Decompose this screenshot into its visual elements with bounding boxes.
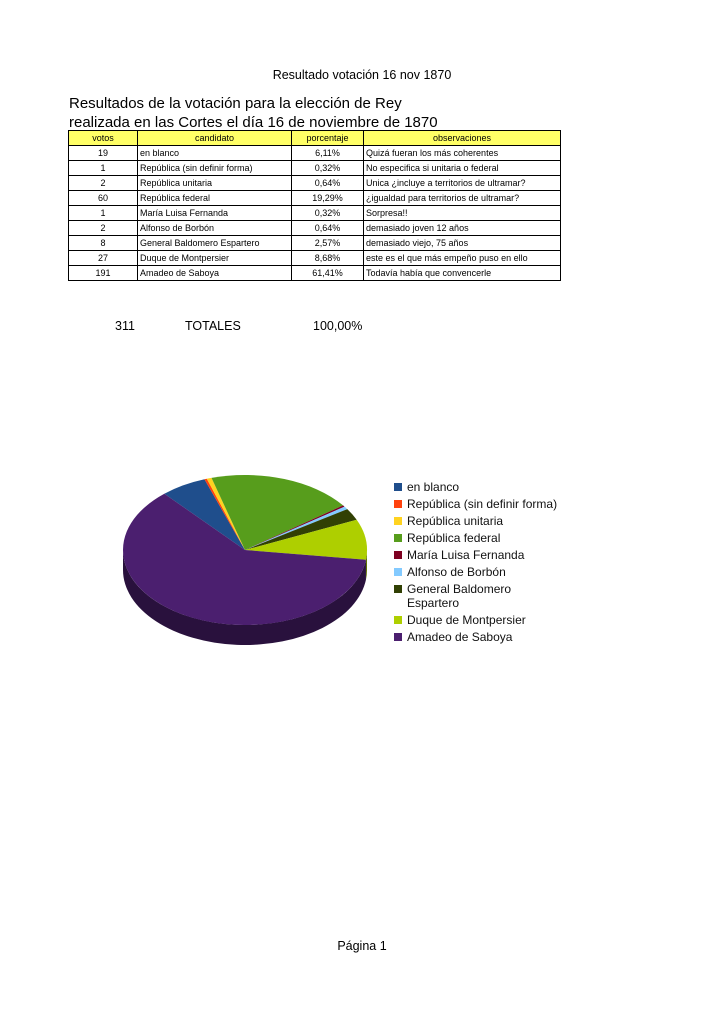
legend-label: María Luisa Fernanda xyxy=(407,548,525,562)
cell-observaciones: Sorpresa!! xyxy=(364,206,561,221)
table-row xyxy=(69,266,561,281)
table-row xyxy=(69,236,561,251)
chart-legend xyxy=(394,480,564,647)
cell-candidato: Alfonso de Borbón xyxy=(138,221,292,236)
cell-observaciones: demasiado joven 12 años xyxy=(364,221,561,236)
cell-porcentaje: 0,64% xyxy=(292,176,364,191)
legend-swatch xyxy=(394,585,402,593)
cell-candidato: República federal xyxy=(138,191,292,206)
cell-votos: 19 xyxy=(69,146,138,161)
cell-observaciones: Unica ¿incluye a territorios de ultramar? xyxy=(364,176,561,191)
legend-item xyxy=(394,613,564,627)
legend-swatch xyxy=(394,517,402,525)
legend-swatch xyxy=(394,483,402,491)
legend-item xyxy=(394,565,564,579)
legend-label: Amadeo de Saboya xyxy=(407,630,513,644)
legend-label: Alfonso de Borbón xyxy=(407,565,506,579)
cell-porcentaje: 2,57% xyxy=(292,236,364,251)
table-row xyxy=(69,176,561,191)
cell-observaciones: Todavía había que convencerle xyxy=(364,266,561,281)
title-line-1: Resultados de la votación para la elección de Rey xyxy=(69,95,402,112)
cell-porcentaje: 19,29% xyxy=(292,191,364,206)
header-observaciones: observaciones xyxy=(364,131,561,146)
header-candidato: candidato xyxy=(138,131,292,146)
legend-label: República unitaria xyxy=(407,514,504,528)
legend-item xyxy=(394,497,564,511)
table-row xyxy=(69,221,561,236)
table-row xyxy=(69,191,561,206)
cell-candidato: General Baldomero Espartero xyxy=(138,236,292,251)
results-table xyxy=(68,130,561,281)
cell-porcentaje: 0,32% xyxy=(292,161,364,176)
table-header-row xyxy=(69,131,561,146)
cell-votos: 27 xyxy=(69,251,138,266)
header-porcentaje: porcentaje xyxy=(292,131,364,146)
cell-candidato: María Luisa Fernanda xyxy=(138,206,292,221)
title-line-2: realizada en las Cortes el día 16 de noviembre de 1870 xyxy=(69,114,438,131)
totals-percent: 100,00% xyxy=(313,319,363,333)
cell-observaciones: ¿igualdad para territorios de ultramar? xyxy=(364,191,561,206)
cell-observaciones: No especifica si unitaria o federal xyxy=(364,161,561,176)
cell-votos: 1 xyxy=(69,206,138,221)
legend-swatch xyxy=(394,534,402,542)
cell-observaciones: Quizá fueran los más coherentes xyxy=(364,146,561,161)
cell-candidato: República unitaria xyxy=(138,176,292,191)
legend-swatch xyxy=(394,616,402,624)
cell-observaciones: este es el que más empeño puso en ello xyxy=(364,251,561,266)
page-footer: Página 1 xyxy=(337,939,387,953)
legend-label: Duque de Montpersier xyxy=(407,613,526,627)
table-row xyxy=(69,206,561,221)
cell-observaciones: demasiado viejo, 75 años xyxy=(364,236,561,251)
legend-item xyxy=(394,548,564,562)
pie-chart xyxy=(110,460,390,680)
cell-votos: 1 xyxy=(69,161,138,176)
cell-porcentaje: 6,11% xyxy=(292,146,364,161)
cell-candidato: República (sin definir forma) xyxy=(138,161,292,176)
table-row xyxy=(69,161,561,176)
legend-swatch xyxy=(394,551,402,559)
cell-votos: 2 xyxy=(69,221,138,236)
legend-swatch xyxy=(394,568,402,576)
header-votos: votos xyxy=(69,131,138,146)
table-row xyxy=(69,146,561,161)
cell-porcentaje: 8,68% xyxy=(292,251,364,266)
legend-label: República federal xyxy=(407,531,501,545)
cell-candidato: Amadeo de Saboya xyxy=(138,266,292,281)
legend-label: República (sin definir forma) xyxy=(407,497,558,511)
cell-votos: 2 xyxy=(69,176,138,191)
cell-porcentaje: 0,32% xyxy=(292,206,364,221)
legend-item xyxy=(394,514,564,528)
cell-votos: 191 xyxy=(69,266,138,281)
legend-item xyxy=(394,480,564,494)
legend-label: General Baldomero Espartero xyxy=(407,582,512,610)
legend-label: en blanco xyxy=(407,480,460,494)
legend-item xyxy=(394,630,564,644)
cell-votos: 8 xyxy=(69,236,138,251)
legend-swatch xyxy=(394,633,402,641)
document-title xyxy=(69,94,489,132)
cell-candidato: en blanco xyxy=(138,146,292,161)
totals-label: TOTALES xyxy=(185,319,241,333)
cell-porcentaje: 61,41% xyxy=(292,266,364,281)
cell-votos: 60 xyxy=(69,191,138,206)
legend-item xyxy=(394,531,564,545)
legend-item xyxy=(394,582,564,610)
cell-candidato: Duque de Montpersier xyxy=(138,251,292,266)
cell-porcentaje: 0,64% xyxy=(292,221,364,236)
legend-swatch xyxy=(394,500,402,508)
totals-votes: 311 xyxy=(115,319,135,333)
page-header: Resultado votación 16 nov 1870 xyxy=(272,68,452,82)
table-row xyxy=(69,251,561,266)
